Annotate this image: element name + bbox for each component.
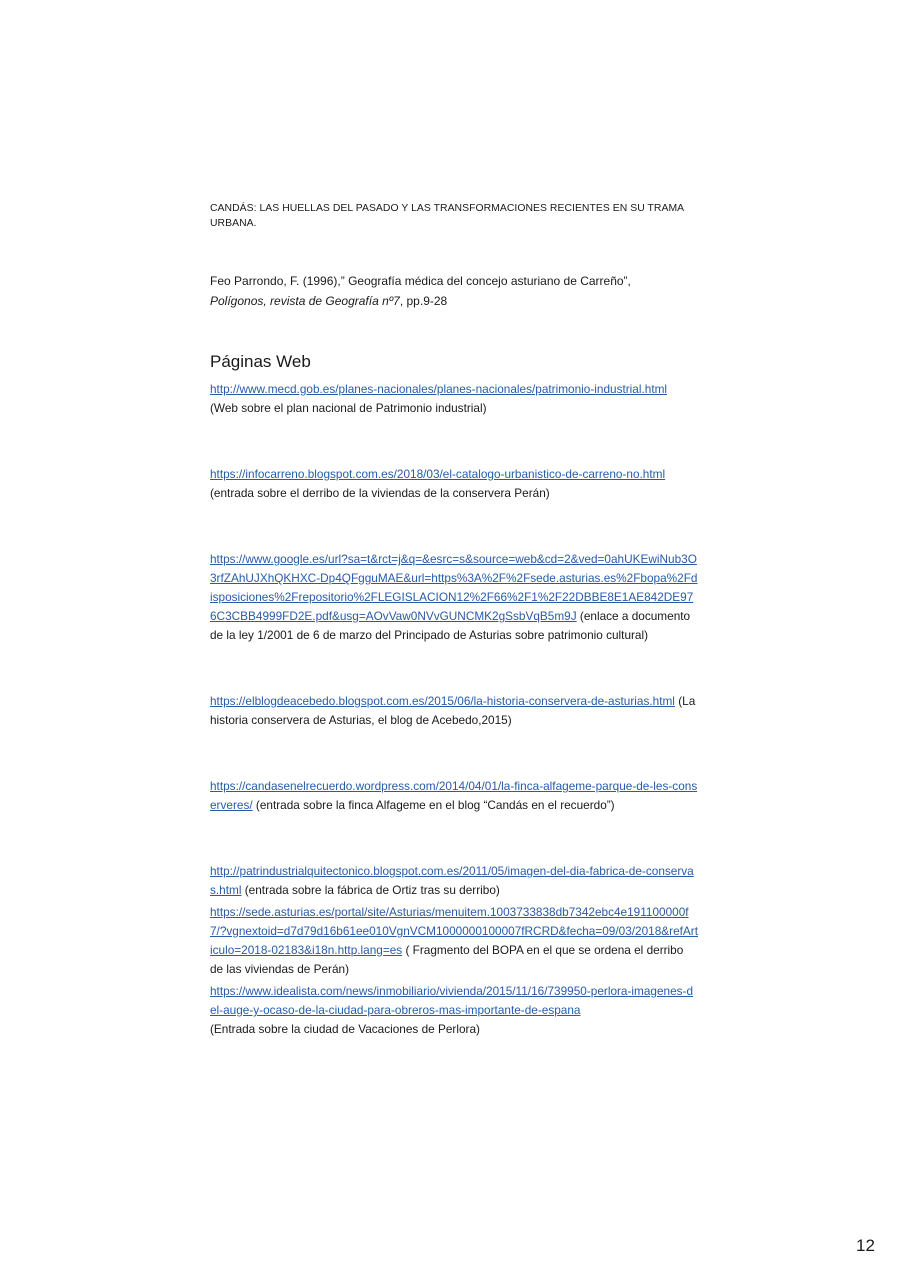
web-link-description: ( Fragmento del BOPA en el que se ordena el derribo de las viviendas de Perán) (210, 943, 684, 976)
web-link-description: (entrada sobre la finca Alfageme en el blog “Candás en el recuerdo”) (252, 798, 615, 812)
web-link[interactable]: https://sede.asturias.es/portal/site/Asturias/menuitem.1003733838db7342ebc4e191100000f7/?vgnextoid=d7d79d16b61ee010VgnVCM1000000100007fRCRD&fecha=09/03/2018&refArticulo=2018-02183&i18n.http.lang=es (210, 905, 698, 957)
web-links-list (210, 380, 698, 1039)
web-link[interactable]: http://patrindustrialquitectonico.blogspot.com.es/2011/05/imagen-del-dia-fabrica-de-conservas.html (210, 864, 694, 897)
reference-journal: Polígonos, revista de Geografía nº7 (210, 294, 400, 308)
web-link-item (210, 692, 698, 730)
web-link-item (210, 777, 698, 815)
web-link[interactable]: http://www.mecd.gob.es/planes-nacionales/planes-nacionales/patrimonio-industrial.html (210, 382, 668, 396)
reference-text: Feo Parrondo, F. (1996),” Geografía médica del concejo asturiano de Carreño”, (210, 274, 631, 288)
web-link[interactable]: https://www.idealista.com/news/inmobiliario/vivienda/2015/11/16/739950-perlora-imagenes-del-auge-y-ocaso-de-la-ciudad-para-obreros-mas-importante-de-espana (210, 984, 694, 1017)
page-content (210, 201, 698, 1039)
web-link-item (210, 550, 698, 645)
web-link-item (210, 903, 698, 979)
web-link[interactable]: https://elblogdeacebedo.blogspot.com.es/2015/06/la-historia-conservera-de-asturias.html (210, 694, 675, 708)
web-link-description: (entrada sobre el derribo de la viviendas de la conservera Perán) (210, 486, 550, 500)
web-link[interactable]: https://infocarreno.blogspot.com.es/2018/03/el-catalogo-urbanistico-de-carreno-no.html (210, 467, 666, 481)
reference-pages: , pp.9-28 (399, 294, 448, 308)
web-link-item (210, 862, 698, 900)
running-header: CANDÁS: LAS HUELLAS DEL PASADO Y LAS TRANSFORMACIONES RECIENTES EN SU TRAMA URBANA. (210, 203, 684, 229)
web-link-item (210, 380, 698, 418)
web-link-description: (La historia conservera de Asturias, el blog de Acebedo,2015) (210, 694, 696, 727)
bibliography-entry (210, 271, 698, 311)
web-link[interactable]: https://www.google.es/url?sa=t&rct=j&q=&esrc=s&source=web&cd=2&ved=0ahUKEwiNub3O3rfZAhUJXhQKHXC-Dp4QFgguMAE&url=https%3A%2F%2Fsede.asturias.es%2Fbopa%2Fdisposiciones%2Frepositorio%2FLEGISLACION12%2F66%2F1%2F22DBBE8E1AE842DE976C3CBB4999FD2E.pdf&usg=AOvVaw0NVvGUNCMK2gSsbVqB5m9J (210, 552, 698, 623)
section-heading: Páginas Web (210, 352, 311, 371)
page-number: 12 (856, 1236, 875, 1255)
web-link-item (210, 982, 698, 1039)
web-link-description: (Web sobre el plan nacional de Patrimonio industrial) (210, 401, 487, 415)
web-link-description: (enlace a documento de la ley 1/2001 de 6 de marzo del Principado de Asturias sobre patrimonio cultural) (210, 609, 691, 642)
web-link-item (210, 465, 698, 503)
web-link-description: (entrada sobre la fábrica de Ortiz tras su derribo) (241, 883, 500, 897)
web-link[interactable]: https://candasenelrecuerdo.wordpress.com/2014/04/01/la-finca-alfageme-parque-de-les-conserveres/ (210, 779, 698, 812)
web-link-description: (Entrada sobre la ciudad de Vacaciones de Perlora) (210, 1022, 480, 1036)
